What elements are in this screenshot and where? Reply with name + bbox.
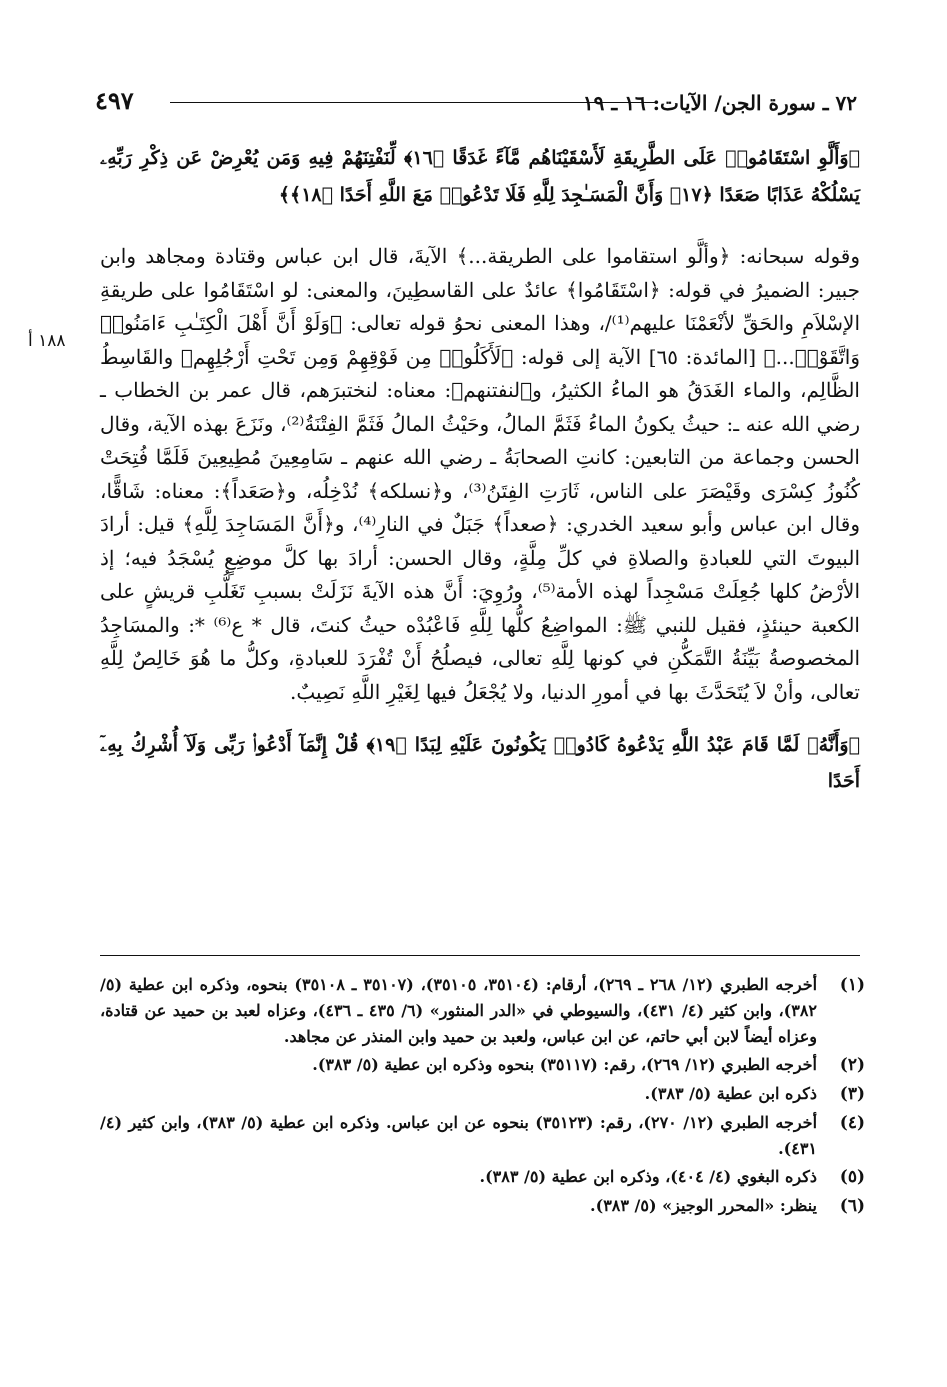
footnote-number: (٥) <box>839 1167 865 1187</box>
footnote-number: (٦) <box>839 1196 865 1216</box>
quran-verse-block <box>100 140 860 214</box>
verse-line: يَسْلُكْهُ عَذَابًا صَعَدًا ﴿١٧﴾ وَأَنَّ الْمَسَـٰجِدَ لِلَّهِ فَلَا تَدْعُوا۟ مَعَ اللَّهِ أَحَدًا ﴿١٨﴾﴾ <box>278 184 860 206</box>
footnotes <box>100 972 865 1222</box>
page-header <box>95 84 857 124</box>
footnote <box>100 1164 865 1191</box>
manuscript-folio-note: ١٨٨ أ <box>28 331 66 351</box>
footnote-text: ذكره البغوي (٤/ ٤٠٤)، وذكره ابن عطية (٥/ ٣٨٣). <box>479 1167 817 1186</box>
footnote-text: ينظر: «المحرر الوجيز» (٥/ ٣٨٣). <box>590 1196 817 1215</box>
footnote <box>100 972 865 1050</box>
footnote-text: ذكره ابن عطية (٥/ ٣٨٣). <box>644 1084 817 1103</box>
page-number: ٤٩٧ <box>95 86 134 115</box>
footnote-text: أخرجه الطبري (١٢/ ٢٦٩)، رقم: (٣٥١١٧) بنحوه وذكره ابن عطية (٥/ ٣٨٣). <box>312 1055 817 1074</box>
footnote-number: (٢) <box>839 1055 865 1075</box>
commentary <box>100 240 860 709</box>
footnote <box>100 1110 865 1162</box>
verse-line: ﴿وَأَلَّوِ اسْتَقَامُوا۟ عَلَى الطَّرِيقَةِ لَأَسْقَيْنَاهُم مَّآءً غَدَقًا ﴿١٦﴾ لِّنَفْتِنَهُمْ فِيهِ وَمَن يُعْرِضْ عَن ذِكْرِ رَبِّهِۦ <box>100 147 860 169</box>
footnote-number: (١) <box>839 975 865 995</box>
footnote <box>100 1193 865 1220</box>
quran-verse-line: ﴿وَأَنَّهُۥ لَمَّا قَامَ عَبْدُ اللَّهِ يَدْعُوهُ كَادُوا۟ يَكُونُونَ عَلَيْهِ لِبَدًا ﴿١٩﴾ قُلْ إِنَّمَآ أَدْعُوا۟ رَبِّى وَلَآ أُشْرِكُ بِهِۦٓ أَحَدًا <box>100 734 861 792</box>
footnote-text: أخرجه الطبري (١٢/ ٢٧٠)، رقم: (٣٥١٢٣) بنحوه عن ابن عباس. وذكره ابن عطية (٥/ ٣٨٣)، وابن كثير (٤/ ٤٣١). <box>100 1113 818 1158</box>
commentary-paragraph: وقوله سبحانه: ﴿وألَّو استقاموا على الطريقة...﴾ الآيةَ، قال ابن عباس وقتادة ومجاهد وابن جبير: الضميرُ في قوله: ﴿اسْتَقَامُوا﴾ عائدٌ على القاسطِينَ، والمعنى: لو اسْتَقَامُوا على طريقةِ الإسْلاَمِ والحَقِّ لأنْعَمْنَا عليهم⁽¹⁾/، وهذا المعنى نحوُ قوله تعالى: ﴿وَلَوْ أَنَّ أَهْلَ الْكِتَـٰبِ ءَامَنُوا۟ وَاتَّقَوْا۟...﴾ [المائدة: ٦٥] الآية إلى قوله: ﴿لَأَكَلُوا۟ مِن فَوْقِهِمْ وَمِن تَحْتِ أَرْجُلِهِم﴾ والقَاسِطُ الظَّالِم، والماء الغَدَقُ هو الماءُ الكثيرُ، و﴿لنفتنهم﴾: معناه: لنختبرَهم، قال عمر بن الخطاب ـ رضي الله عنه ـ: حيثُ يكونُ الماءُ فَثَمَّ المالُ، وحَيْثُ المالُ فَثَمَّ الفِتْنَةُ⁽²⁾، ونَزَعَ بهذه الآية، وقال الحسن وجماعة من التابعين: كانتِ الصحابَةُ ـ رضي الله عنهم ـ سَامِعِينَ مُطِيعِينَ فَلَمَّا فُتِحَتْ كُنُوزُ كِسْرَى وقَيْصَرَ على الناس، ثَارَتِ الفِتَنُ⁽³⁾، و﴿نسلكه﴾ نُدْخِلُه، و﴿صَعَداً﴾: معناه: شَاقًّا، وقال ابن عباس وأبو سعيد الخدري: ﴿صعداً﴾ جَبَلٌ في النارِ⁽⁴⁾، و﴿أَنَّ المَسَاجِدَ لِلَّهِ﴾ قيل: أرادَ البيوتَ التي للعبادةِ والصلاةِ في كلِّ مِلَّةٍ، وقال الحسن: أرادَ بها كلَّ موضِعٍ يُسْجَدُ فيه؛ إذ الأرْضُ كلها جُعِلَتْ مَسْجِداً لهذه الأمة⁽⁵⁾، ورُوِيَ: أَنَّ هذه الآيةَ نَزَلَتْ بسببِ تَغَلُّبِ قريشٍ على الكعبة حينئذٍ، فقيل للنبي ﷺ: المواضِعُ كلُّها لِلَّهِ فَاعْبُدْه حيثُ كنتَ، قال * ع⁽⁶⁾ *: والمسَاجِدُ المخصوصةُ بَيِّنَةُ التَّمَكُّنِ في كونها لِلَّهِ تعالى، فيصلُحُ أَنْ تُفْرَدَ للعبادةِ، وكلُّ ما هُوَ خَالِصٌ لِلَّهِ تعالى، وأنْ لاَ يُتَحَدَّثَ بها في أمورِ الدنيا، ولا يُجْعَلُ فيها لِغَيْرِ اللَّهِ نَصِيبٌ. <box>100 244 861 704</box>
footnote <box>100 1081 865 1108</box>
footnote-text: أخرجه الطبري (١٢/ ٢٦٨ ـ ٢٦٩)، أرقام: (٣٥١٠٤، ٣٥١٠٥)، (٣٥١٠٧ ـ ٣٥١٠٨) بنحوه، وذكره ابن عطية (٥/ ٣٨٢)، وابن كثير (٤/ ٤٣١)، والسيوطي في «الدر المنثور» (٦/ ٤٣٥ ـ ٤٣٦)، وعزاه لعبد بن حميد عن قتادة، وعزاه أيضاً لابن أبي حاتم، عن ابن عباس، ولعبد بن حميد وابن المنذر عن مجاهد. <box>100 975 818 1046</box>
footnote-divider <box>100 955 860 956</box>
main-text <box>100 140 860 818</box>
footnote-number: (٣) <box>839 1084 865 1104</box>
footnote-number: (٤) <box>839 1113 865 1133</box>
footnote <box>100 1052 865 1079</box>
running-title: ٧٢ ـ سورة الجن/ الآيات: ١٦ ـ ١٩ <box>582 91 857 115</box>
